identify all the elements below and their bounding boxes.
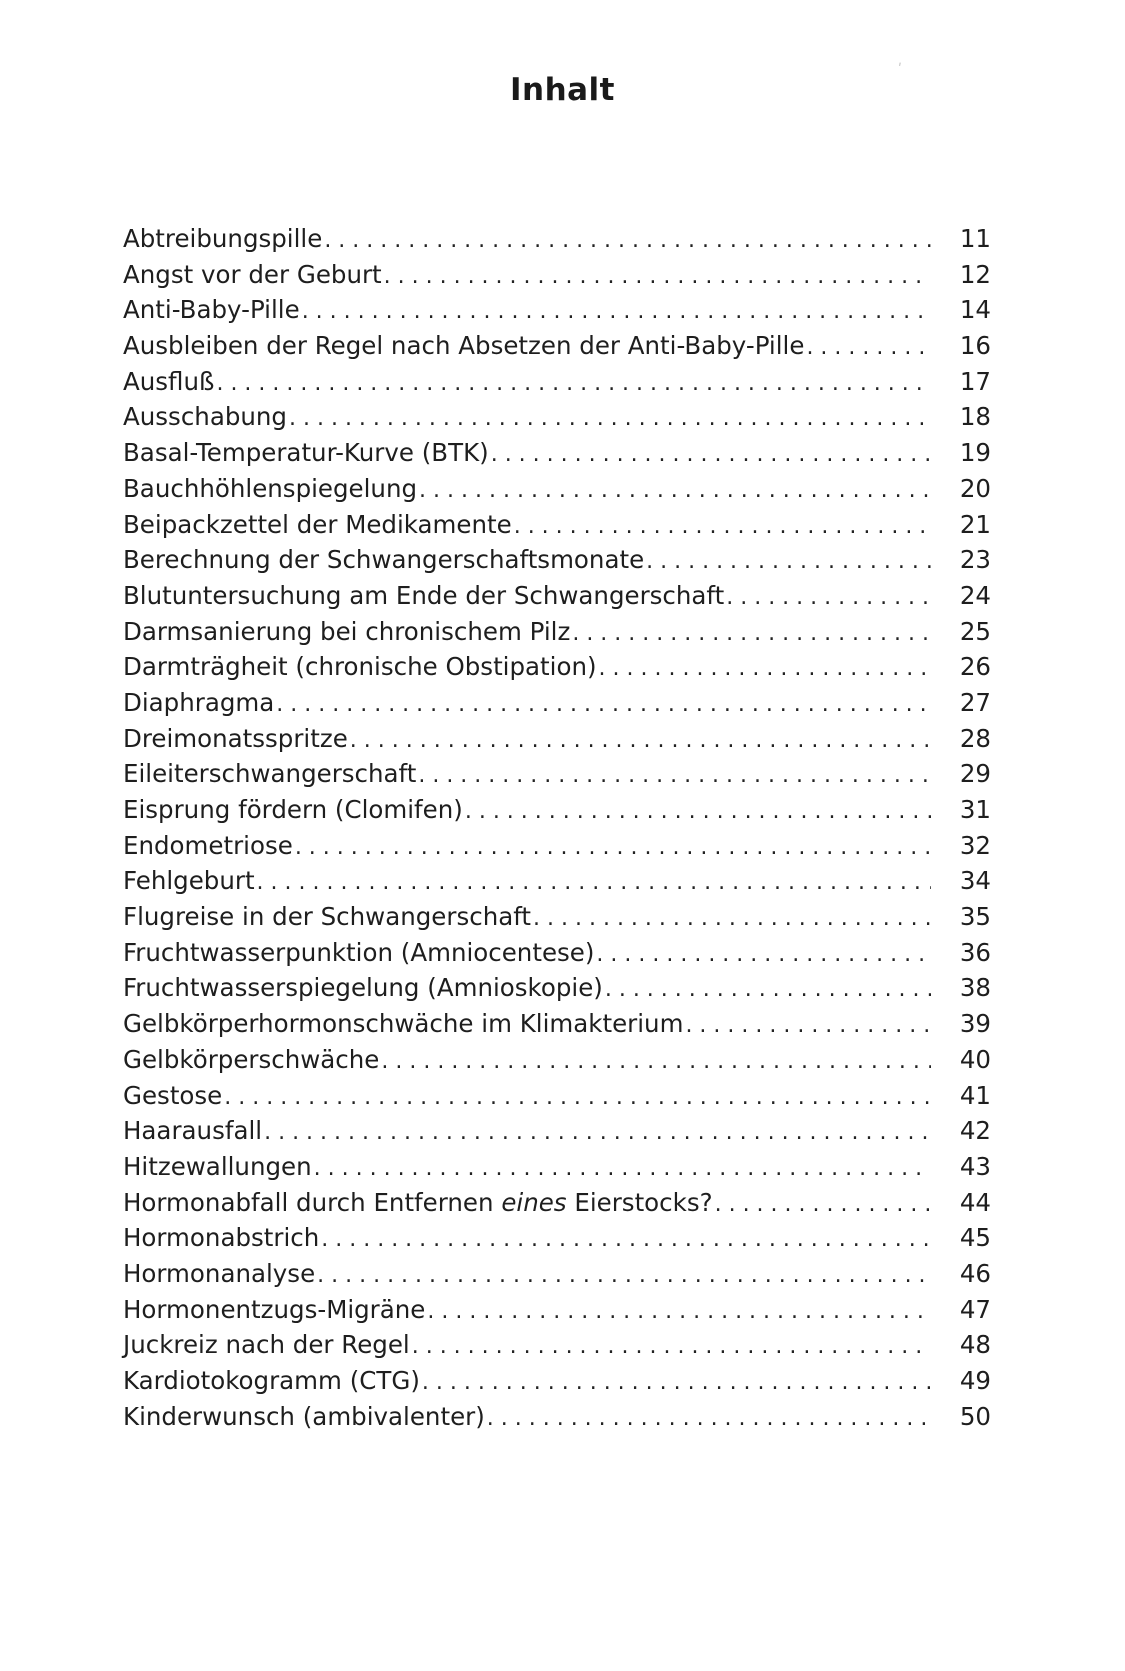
dot-leader <box>224 1080 931 1116</box>
dot-leader <box>491 437 931 473</box>
dot-leader <box>216 366 931 402</box>
toc-entry-title: Darmträgheit (chronische Obstipation) <box>123 652 597 682</box>
toc-entry-title: Ausfluß <box>123 366 215 396</box>
toc-page-number: 38 <box>959 973 991 1003</box>
toc-entry-title: Bauchhöhlenspiegelung <box>123 473 418 503</box>
toc-entry <box>123 792 991 828</box>
toc-entry <box>123 1327 991 1363</box>
dot-leader <box>381 1044 931 1080</box>
dot-leader <box>350 723 931 759</box>
toc-page-number: 45 <box>959 1223 991 1253</box>
toc-page-number: 27 <box>959 687 991 717</box>
dot-leader <box>806 330 931 366</box>
dot-leader <box>487 1401 931 1437</box>
toc-entry-title: Beipackzettel der Medikamente <box>123 509 512 539</box>
toc-page-number: 24 <box>959 580 991 610</box>
toc-entry <box>123 1006 991 1042</box>
toc-entry-title: Blutuntersuchung am Ende der Schwangerschaft <box>123 580 725 610</box>
dot-leader <box>726 580 931 616</box>
toc-entry-title: Gelbkörperschwäche <box>123 1044 380 1074</box>
toc-entry-title-part: Eierstocks? <box>566 1187 713 1217</box>
dot-leader <box>257 865 931 901</box>
toc-page-number: 36 <box>959 937 991 967</box>
dot-leader <box>427 1294 931 1330</box>
toc-entry-title-emphasis: eines <box>501 1187 567 1217</box>
toc-entry-title: Fruchtwasserpunktion (Amniocentese) <box>123 937 595 967</box>
toc-entry <box>123 863 991 899</box>
toc-entry-title: Fruchtwasserspiegelung (Amnioskopie) <box>123 973 603 1003</box>
toc-entry-title: Basal-Temperatur-Kurve (BTK) <box>123 438 489 468</box>
toc-entry-title: Hormonabstrich <box>123 1223 320 1253</box>
dot-leader <box>324 223 931 259</box>
toc-entry-title: Abtreibungspille <box>123 224 323 253</box>
page-speck-mark: ʹ <box>898 62 902 78</box>
dot-leader <box>384 259 931 295</box>
toc-page-number: 20 <box>959 473 991 503</box>
toc-entry-title: Kardiotokogramm (CTG) <box>123 1366 420 1395</box>
dot-leader <box>418 758 931 794</box>
toc-entry-title: Kinderwunsch (ambivalenter) <box>123 1401 485 1431</box>
toc-entry <box>123 899 991 935</box>
toc-entry <box>123 399 991 435</box>
toc-entry-title: Diaphragma <box>123 687 275 717</box>
dot-leader <box>295 830 931 866</box>
toc-entry <box>123 507 991 543</box>
dot-leader <box>572 616 931 652</box>
toc-entry <box>123 1113 991 1149</box>
dot-leader <box>605 972 931 1008</box>
dot-leader <box>419 473 931 509</box>
toc-entry-title: Berechnung der Schwangerschaftsmonate <box>123 545 645 575</box>
toc-entry <box>123 828 991 864</box>
toc-entry-title: Dreimonatsspritze <box>123 723 348 753</box>
toc-entry-title: Hormonanalyse <box>123 1258 316 1288</box>
toc-entry <box>123 257 991 293</box>
toc-page-number: 25 <box>959 616 991 646</box>
dot-leader <box>321 1222 931 1258</box>
toc-page-number: 49 <box>959 1366 991 1395</box>
toc-page-number: 11 <box>959 224 991 253</box>
toc-page-number: 40 <box>959 1044 991 1074</box>
dot-leader <box>514 509 931 545</box>
toc-entry <box>123 328 991 364</box>
toc-page-number: 28 <box>959 723 991 753</box>
dot-leader <box>715 1187 931 1223</box>
toc-entry <box>123 1220 991 1256</box>
table-of-contents <box>123 221 991 1434</box>
toc-entry <box>123 1185 991 1221</box>
dot-leader <box>596 937 931 973</box>
toc-entry <box>123 221 991 257</box>
toc-page-number: 46 <box>959 1258 991 1288</box>
toc-entry-title: Flugreise in der Schwangerschaft <box>123 902 532 932</box>
toc-page-number: 47 <box>959 1294 991 1324</box>
dot-leader <box>317 1258 931 1294</box>
toc-entry <box>123 1078 991 1114</box>
toc-entry-title: Hitzewallungen <box>123 1151 312 1181</box>
toc-entry-title <box>123 1185 713 1221</box>
toc-entry <box>123 578 991 614</box>
toc-entry-title: Gestose <box>123 1080 223 1110</box>
toc-entry-title: Eileiterschwangerschaft <box>123 759 417 789</box>
toc-page-number: 19 <box>959 438 991 468</box>
toc-entry-title: Anti-Baby-Pille <box>123 295 300 325</box>
toc-page-number: 12 <box>959 259 991 289</box>
page-title: Inhalt <box>509 72 616 108</box>
dot-leader <box>314 1151 931 1187</box>
toc-entry <box>123 1363 991 1399</box>
dot-leader <box>422 1365 931 1401</box>
toc-page-number: 21 <box>959 509 991 539</box>
toc-page-number: 48 <box>959 1330 991 1360</box>
toc-entry-title: Juckreiz nach der Regel <box>123 1330 410 1360</box>
toc-entry <box>123 649 991 685</box>
toc-page-number: 41 <box>959 1080 991 1110</box>
dot-leader <box>646 544 931 580</box>
toc-entry-title: Ausbleiben der Regel nach Absetzen der Anti-Baby-Pille <box>123 331 805 361</box>
toc-entry <box>123 1399 991 1435</box>
toc-entry <box>123 292 991 328</box>
toc-page-number: 16 <box>959 331 991 361</box>
toc-entry <box>123 364 991 400</box>
toc-entry <box>123 935 991 971</box>
dot-leader <box>289 401 931 437</box>
toc-entry <box>123 1042 991 1078</box>
toc-entry-title: Darmsanierung bei chronischem Pilz <box>123 616 571 646</box>
toc-entry <box>123 1292 991 1328</box>
toc-entry-title: Hormonentzugs-Migräne <box>123 1294 426 1324</box>
dot-leader <box>533 901 931 937</box>
dot-leader <box>685 1008 931 1044</box>
toc-page-number: 17 <box>959 366 991 396</box>
toc-entry-title: Haarausfall <box>123 1116 263 1146</box>
toc-page-number: 39 <box>959 1009 991 1039</box>
toc-entry <box>123 685 991 721</box>
toc-entry <box>123 756 991 792</box>
toc-entry <box>123 435 991 471</box>
toc-page-number: 35 <box>959 902 991 932</box>
toc-page-number: 34 <box>959 866 991 896</box>
dot-leader <box>412 1329 931 1365</box>
toc-page-number: 31 <box>959 795 991 824</box>
toc-entry-title: Gelbkörperhormonschwäche im Klimakterium <box>123 1009 684 1039</box>
toc-entry-title-part: Hormonabfall durch Entfernen <box>123 1187 502 1217</box>
toc-entry <box>123 721 991 757</box>
toc-page-number: 44 <box>959 1187 991 1217</box>
toc-page-number: 26 <box>959 652 991 682</box>
toc-entry <box>123 614 991 650</box>
toc-page-number: 29 <box>959 759 991 789</box>
toc-entry-title: Fehlgeburt <box>123 866 255 896</box>
toc-entry <box>123 1149 991 1185</box>
toc-entry-title: Angst vor der Geburt <box>123 259 382 289</box>
toc-entry <box>123 1256 991 1292</box>
toc-page-number: 18 <box>959 402 991 432</box>
dot-leader <box>302 294 931 330</box>
toc-entry-title: Endometriose <box>123 830 293 860</box>
dot-leader <box>599 651 931 687</box>
dot-leader <box>276 687 931 723</box>
toc-page-number: 14 <box>959 295 991 325</box>
toc-entry <box>123 471 991 507</box>
toc-page-number: 23 <box>959 545 991 575</box>
dot-leader <box>264 1115 931 1151</box>
toc-page-number: 32 <box>959 830 991 860</box>
toc-entry-title: Ausschabung <box>123 402 287 432</box>
dot-leader <box>465 794 931 830</box>
toc-entry <box>123 542 991 578</box>
toc-entry-title: Eisprung fördern (Clomifen) <box>123 795 463 824</box>
toc-entry <box>123 970 991 1006</box>
toc-page-number: 50 <box>959 1401 991 1431</box>
toc-page-number: 42 <box>959 1116 991 1146</box>
toc-page-number: 43 <box>959 1151 991 1181</box>
